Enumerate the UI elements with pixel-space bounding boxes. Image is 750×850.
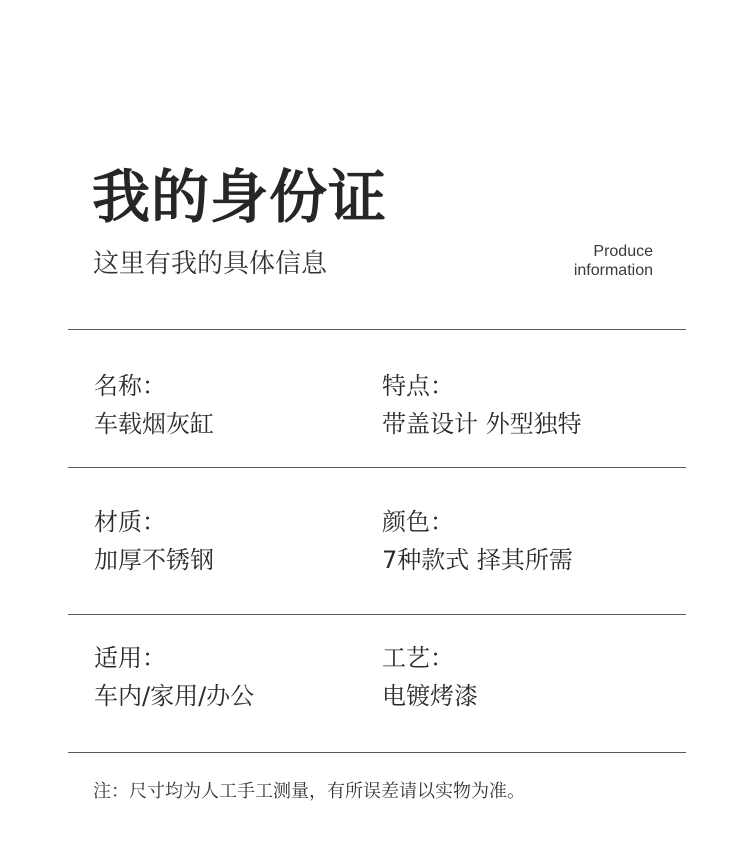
spec-color [382, 506, 672, 576]
spec-name-value: 车载烟灰缸 [94, 410, 214, 438]
spec-usage-value: 车内/家用/办公 [94, 682, 255, 710]
measurement-note: 注：尺寸均为人工手工测量，有所误差请以实物为准。 [93, 781, 525, 802]
page-subtitle: 这里有我的具体信息 [93, 249, 328, 279]
divider-top [68, 329, 686, 330]
spec-feature-value: 带盖设计 外型独特 [382, 410, 582, 438]
divider-2 [68, 614, 686, 615]
spec-usage [94, 642, 384, 712]
spec-usage-label: 适用： [94, 644, 166, 672]
spec-material-value: 加厚不锈钢 [94, 546, 214, 574]
page-title: 我的身份证 [92, 163, 388, 231]
spec-material-label: 材质： [94, 508, 166, 536]
spec-feature [382, 370, 672, 440]
spec-feature-label: 特点： [382, 372, 454, 400]
spec-craft-value: 电镀烤漆 [382, 682, 478, 710]
divider-1 [68, 467, 686, 468]
spec-color-value: 7种款式 择其所需 [382, 546, 573, 574]
english-label [574, 242, 653, 280]
spec-craft [382, 642, 672, 712]
spec-material [94, 506, 384, 576]
spec-name [94, 370, 384, 440]
english-label-line-2: information [573, 262, 653, 279]
english-label-line-1: Produce [593, 243, 653, 260]
spec-craft-label: 工艺： [382, 644, 454, 672]
spec-name-label: 名称： [94, 372, 166, 400]
divider-bottom [68, 752, 686, 753]
spec-color-label: 颜色： [382, 508, 454, 536]
